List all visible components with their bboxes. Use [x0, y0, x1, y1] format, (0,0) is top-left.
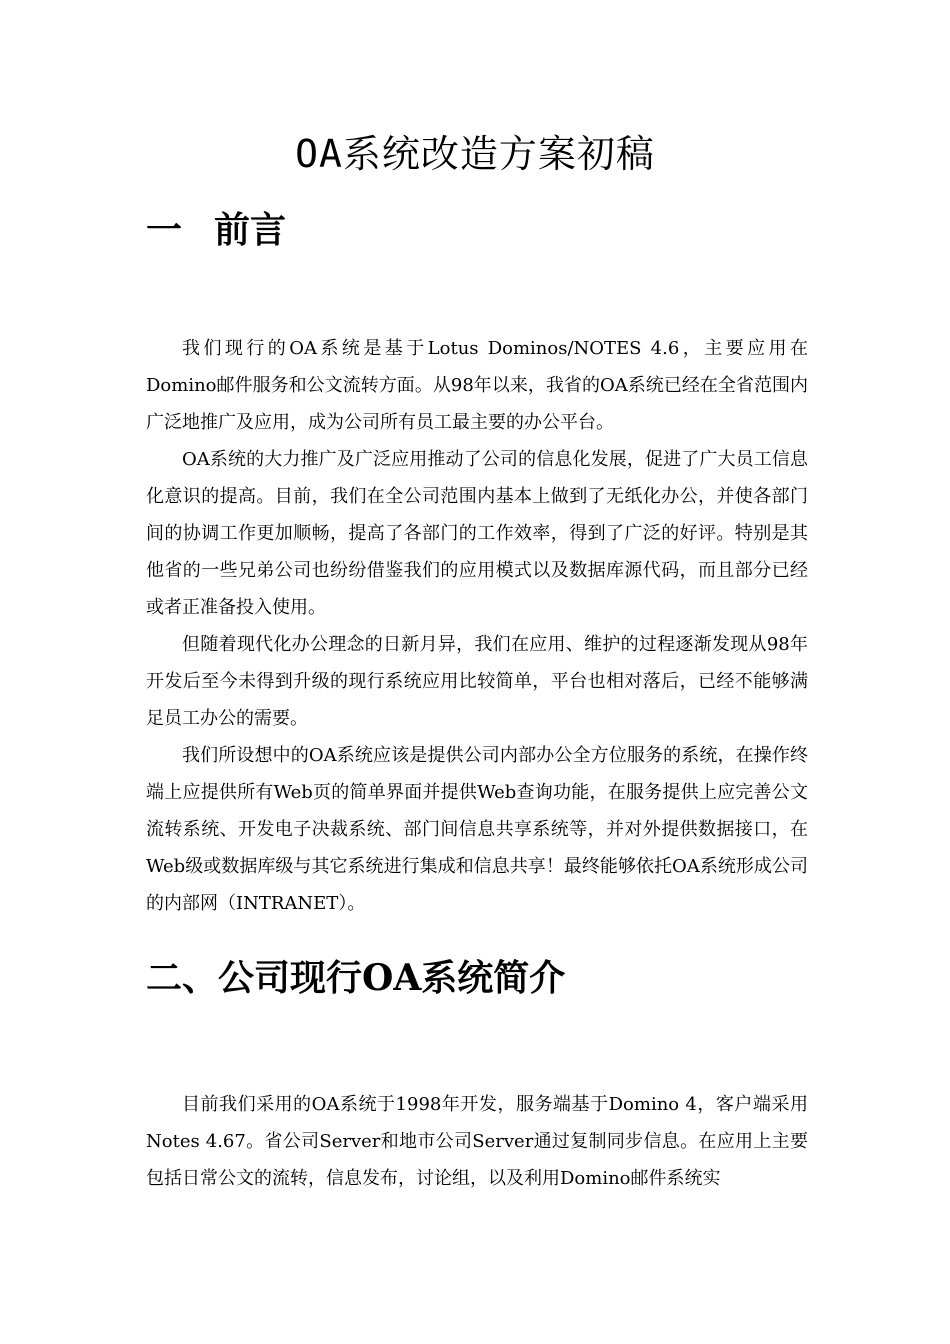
paragraph: 我们现行的OA系统是基于Lotus Dominos/NOTES 4.6，主要应用在Domino邮件服务和公文流转方面。从98年以来，我省的OA系统已经在全省范围内广泛地推广及应用，成为公司所有员工最主要的办公平台。 — [146, 338, 808, 433]
preface-body — [146, 330, 808, 922]
paragraph: 目前我们采用的OA系统于1998年开发，服务端基于Domino 4，客户端采用Notes 4.67。省公司Server和地市公司Server通过复制同步信息。在应用上主要包括日常公文的流转，信息发布，讨论组，以及利用Domino邮件系统实 — [146, 1094, 808, 1189]
current-system-body — [146, 1086, 808, 1197]
paragraph: 但随着现代化办公理念的日新月异，我们在应用、维护的过程逐渐发现从98年开发后至今未得到升级的现行系统应用比较简单，平台也相对落后，已经不能够满足员工办公的需要。 — [146, 634, 808, 729]
section-heading-preface — [146, 206, 286, 254]
paragraph: 我们所设想中的OA系统应该是提供公司内部办公全方位服务的系统，在操作终端上应提供所有Web页的简单界面并提供Web查询功能，在服务提供上应完善公文流转系统、开发电子决裁系统、部门间信息共享系统等，并对外提供数据接口，在Web级或数据库级与其它系统进行集成和信息共享！最终能够依托OA系统形成公司的内部网（INTRANET）。 — [146, 745, 808, 914]
document-title: OA系统改造方案初稿 — [295, 132, 655, 176]
section-title: 前言 — [214, 209, 287, 251]
section-number: 一 — [146, 209, 183, 251]
paragraph: OA系统的大力推广及广泛应用推动了公司的信息化发展，促进了广大员工信息化意识的提高。目前，我们在全公司范围内基本上做到了无纸化办公，并使各部门间的协调工作更加顺畅，提高了各部门的工作效率，得到了广泛的好评。特别是其他省的一些兄弟公司也纷纷借鉴我们的应用模式以及数据库源代码，而且部分已经或者正准备投入使用。 — [146, 449, 808, 618]
section-heading-current-system: 二、公司现行OA系统简介 — [146, 957, 566, 999]
